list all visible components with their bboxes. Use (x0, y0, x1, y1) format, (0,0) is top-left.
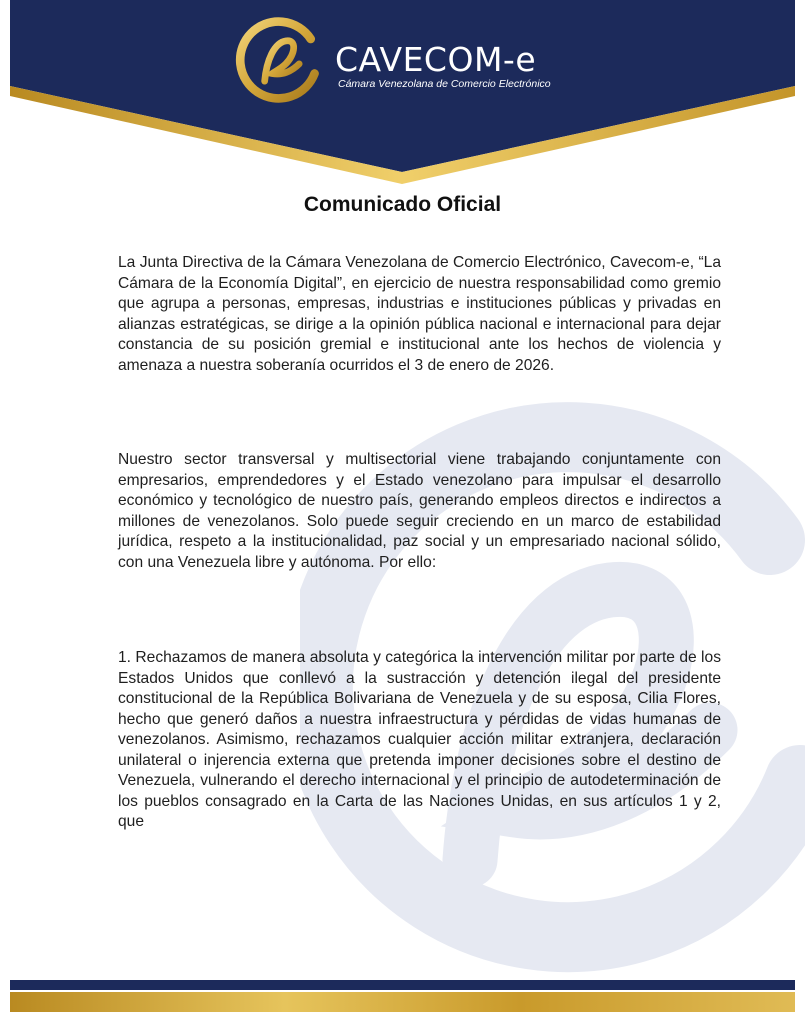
paragraph-point-1: 1. Rechazamos de manera absoluta y categórica la intervención militar por parte de los Estados Unidos que conllevó a la sustracción y detención ilegal del presidente constitucional de la República Bolivariana de Venezuela y de su esposa, Cilia Flores, hecho que generó daños a nuestra infraestructura y pérdidas de vidas humanas de venezolanos. Asimismo, rechazamos cualquier acción militar extranjera, declaración unilateral o injerencia externa que pretenda imponer decisiones sobre el destino de Venezuela, vulnerando el derecho internacional y el principio de autodeterminación de los pueblos consagrado en la Carta de las Naciones Unidas, en sus artículos 1 y 2, que (118, 649, 721, 830)
document-title: Comunicado Oficial (303, 193, 502, 216)
brand-name: CAVECOM-e (335, 40, 537, 79)
header-banner (0, 0, 805, 190)
brand-block (335, 42, 551, 90)
footer-gold-stripe (10, 992, 795, 1012)
footer-navy-stripe (10, 980, 795, 990)
brand-subtitle: Cámara Venezolana de Comercio Electrónico (338, 78, 551, 90)
at-sign-e-logo-icon (232, 14, 328, 110)
paragraph-intro: La Junta Directiva de la Cámara Venezolana de Comercio Electrónico, Cavecom-e, “La Cámara de la Economía Digital”, en ejercicio de nuestra responsabilidad como gremio que agrupa a personas, empresas, industrias e instituciones públicas y privadas en alianzas estratégicas, se dirige a la opinión pública nacional e internacional para dejar constancia de su posición gremial e institucional ante los hechos de violencia y amenaza a nuestra soberanía ocurridos el 3 de enero de 2026. (118, 254, 721, 374)
header-background (0, 0, 805, 190)
paragraph-sector: Nuestro sector transversal y multisectorial viene trabajando conjuntamente con empresarios, emprendedores y el Estado venezolano para impulsar el desarrollo económico y tecnológico de nuestro país, generando empleos directos e indirectos a millones de venezolanos. Solo puede seguir creciendo en un marco de estabilidad jurídica, respeto a la institucionalidad, paz social y un empresariado nacional sólido, con una Venezuela libre y autónoma. Por ello: (118, 451, 721, 571)
